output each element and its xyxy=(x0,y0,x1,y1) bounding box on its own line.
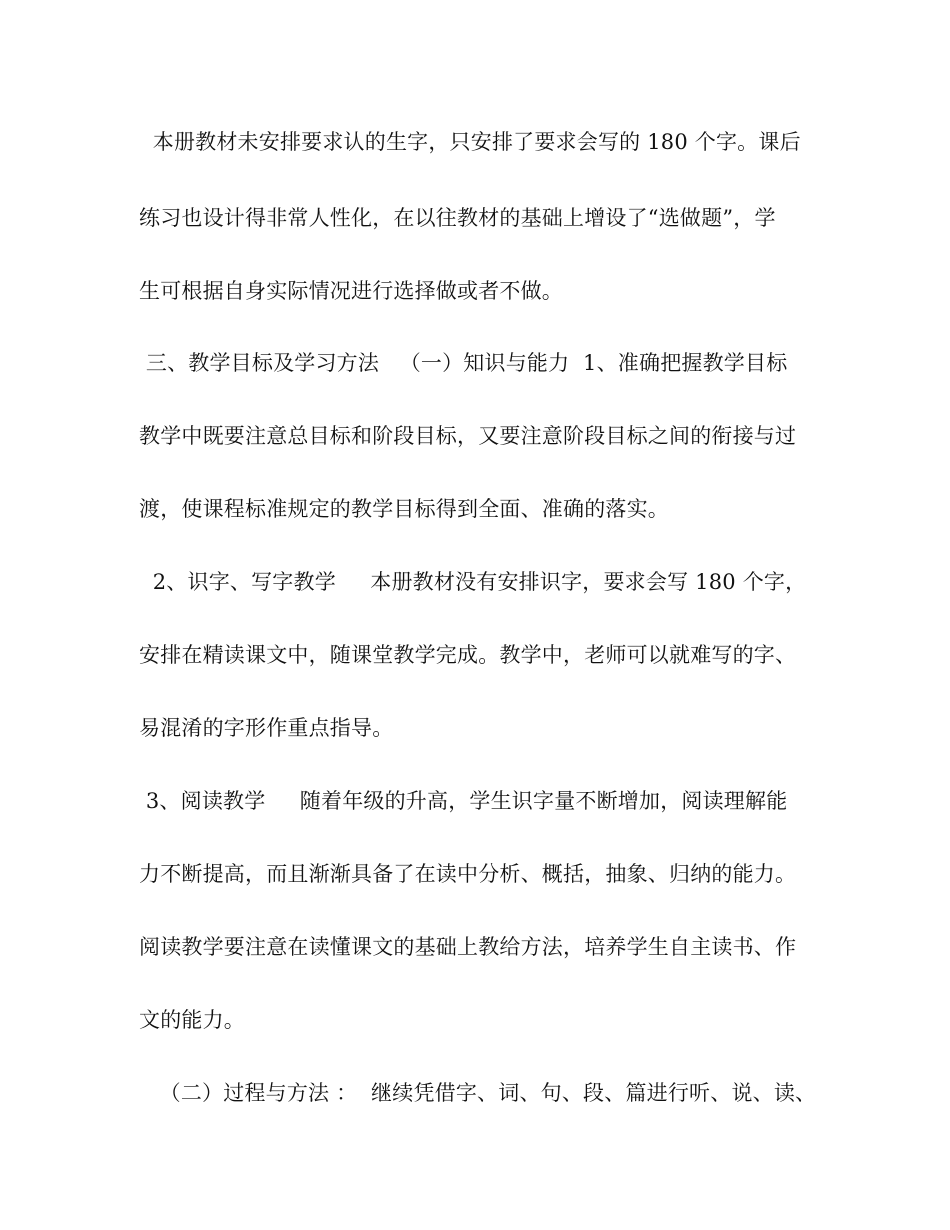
text-line-14: （二）过程与方法 ： 继续凭借字、词、句、段、篇进行听、说、读、 xyxy=(139,1081,817,1105)
text-line-11: 力不断提高，而且渐渐具备了在读中分析、概括，抽象、归纳的能力。 xyxy=(139,862,797,886)
text-line-10: 3、阅读教学 随着年级的升高，学生识字量不断增加，阅读理解能 xyxy=(139,789,788,813)
text-line-7: 2、识字、写字教学 本册教材没有安排识字，要求会写 180 个字， xyxy=(139,570,807,594)
text-line-2: 练习也设计得非常人性化，在以往教材的基础上增设了“选做题”，学 xyxy=(139,206,776,230)
text-line-8: 安排在精读课文中，随课堂教学完成。教学中，老师可以就难写的字、 xyxy=(139,643,797,667)
text-line-12: 阅读教学要注意在读懂课文的基础上教给方法，培养学生自主读书、作 xyxy=(139,935,797,959)
text-line-6: 渡，使课程标准规定的教学目标得到全面、准确的落实。 xyxy=(139,497,669,521)
text-line-1: 本册教材未安排要求认的生字，只安排了要求会写的 180 个字。课后 xyxy=(139,130,801,154)
text-line-5: 教学中既要注意总目标和阶段目标，又要注意阶段目标之间的衔接与过 xyxy=(139,424,797,448)
text-line-3: 生可根据自身实际情况进行选择做或者不做。 xyxy=(139,279,563,303)
text-line-4: 三、教学目标及学习方法 （一）知识与能力 1、准确把握教学目标 xyxy=(139,351,788,375)
text-line-13: 文的能力。 xyxy=(139,1008,245,1032)
text-line-9: 易混淆的字形作重点指导。 xyxy=(139,716,394,740)
